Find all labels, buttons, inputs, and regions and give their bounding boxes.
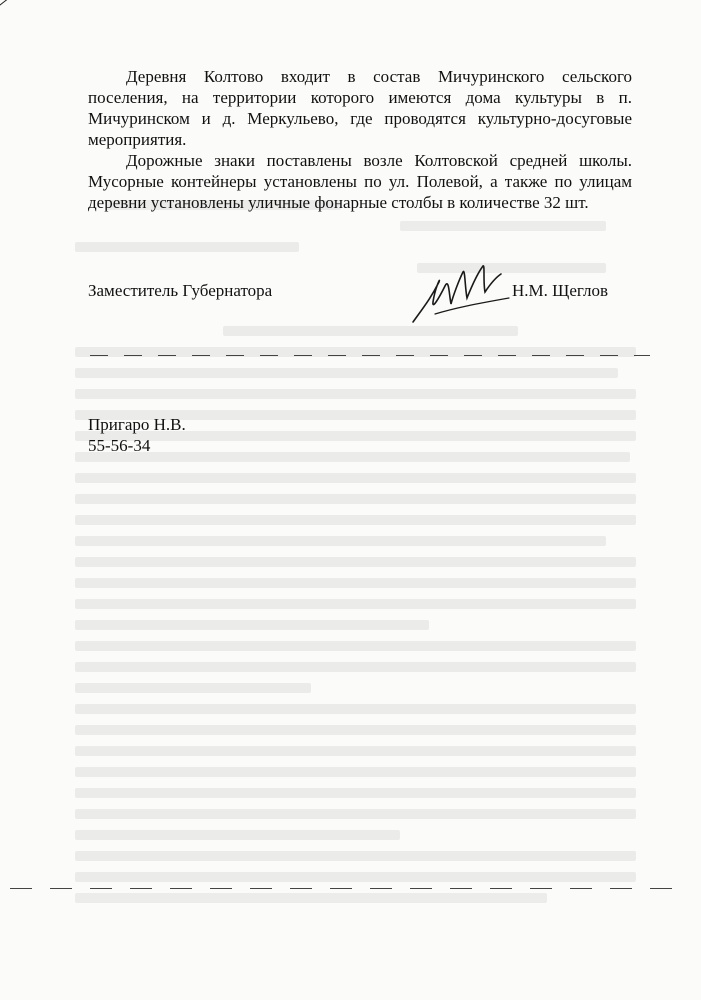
- signer-name: Н.М. Щеглов: [512, 281, 608, 300]
- executor-name: Пригаро Н.В.: [88, 415, 186, 434]
- handwritten-signature: [405, 258, 515, 328]
- executor-phone: 55-56-34: [88, 436, 151, 455]
- signature-block: [88, 281, 632, 305]
- scan-dash-line: [10, 888, 690, 889]
- corner-fold-line: [0, 0, 91, 21]
- scan-dash-line: [90, 355, 650, 356]
- letter-body: [88, 66, 632, 213]
- body-paragraph: Деревня Колтово входит в состав Мичуринского сельского поселения, на территории которого имеются дома культуры в п. Мичуринском и д. Меркульево, где проводятся культурно-досуговые мероприятия.: [88, 67, 632, 149]
- bleed-through-texture: [75, 200, 665, 920]
- executor-info: [88, 414, 186, 456]
- body-paragraph: Дорожные знаки поставлены возле Колтовской средней школы. Мусорные контейнеры установлены по ул. Полевой, а также по улицам деревни установлены уличные фонарные столбы в количестве 32 шт.: [88, 151, 632, 212]
- signer-title: Заместитель Губернатора: [88, 281, 273, 300]
